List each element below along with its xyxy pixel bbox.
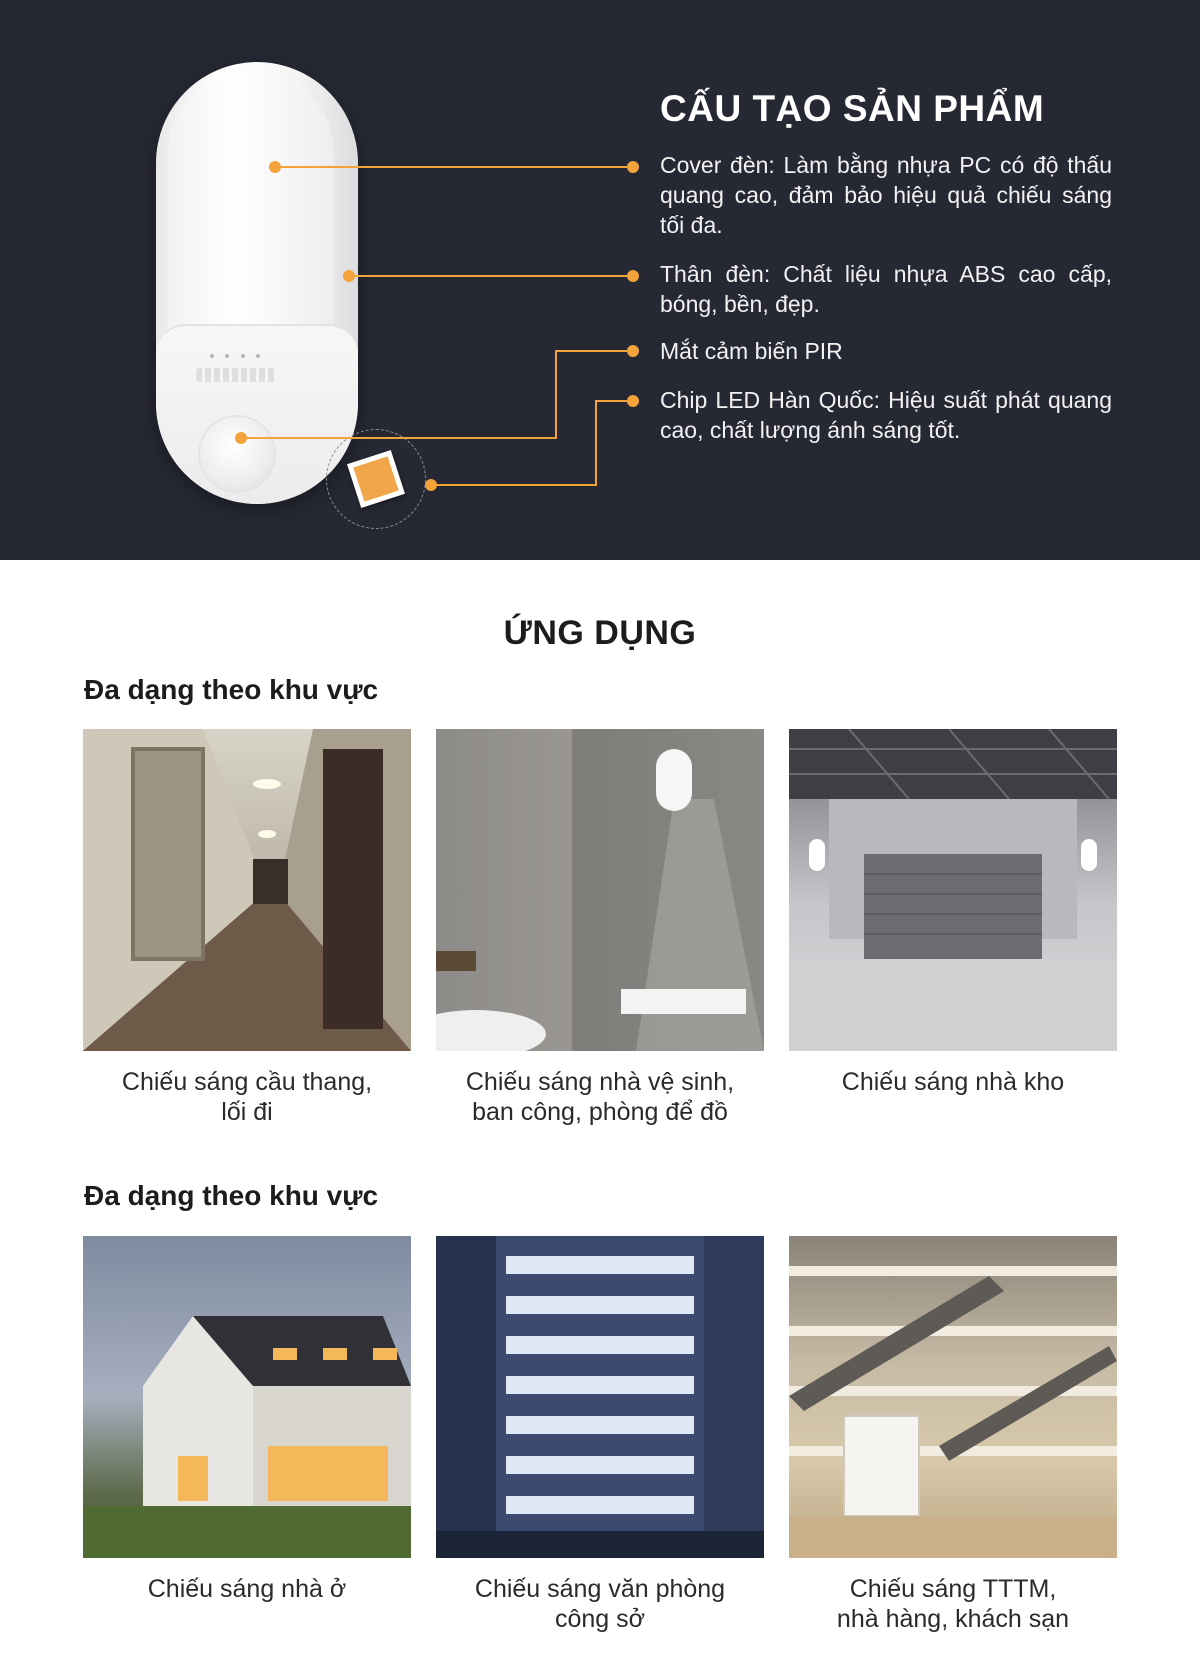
bathroom-photo bbox=[436, 729, 764, 1051]
caption-mall: Chiếu sáng TTTM, nhà hàng, khách sạn bbox=[836, 1575, 1070, 1633]
spec-body: Thân đèn: Chất liệu nhựa ABS cao cấp, bóng, bền, đẹp. bbox=[660, 261, 1112, 317]
callout-dot-chip-end bbox=[627, 395, 639, 407]
caption-warehouse: Chiếu sáng nhà kho bbox=[841, 1068, 1065, 1096]
spec-led-chip: Chip LED Hàn Quốc: Hiệu suất phát quang cao, chất lượng ánh sáng tốt. bbox=[660, 387, 1112, 443]
spec-pir-sensor: Mắt cảm biến PIR bbox=[660, 338, 843, 364]
callout-line-sensor bbox=[241, 351, 633, 438]
callout-dot-body-end bbox=[627, 270, 639, 282]
house-photo bbox=[83, 1236, 411, 1558]
callout-dot-chip-start bbox=[425, 479, 437, 491]
mall-photo bbox=[789, 1236, 1117, 1558]
callout-line-chip bbox=[431, 401, 633, 485]
group-title-2: Đa dạng theo khu vực bbox=[84, 1180, 379, 1211]
caption-bathroom: Chiếu sáng nhà vệ sinh, ban công, phòng để đồ bbox=[465, 1068, 735, 1126]
callout-dot-sensor-end bbox=[627, 345, 639, 357]
spec-cover: Cover đèn: Làm bằng nhựa PC có độ thấu quang cao, đảm bảo hiệu quả chiếu sáng tối đa. bbox=[660, 152, 1112, 238]
callout-dot-sensor-start bbox=[235, 432, 247, 444]
corridor-photo bbox=[83, 729, 411, 1051]
group-title-1: Đa dạng theo khu vực bbox=[84, 674, 379, 705]
applications-title: ỨNG DỤNG bbox=[503, 614, 697, 652]
warehouse-photo bbox=[789, 729, 1117, 1051]
product-structure-section bbox=[0, 0, 1200, 560]
structure-title: CẤU TẠO SẢN PHẨM bbox=[660, 88, 1045, 129]
office-photo bbox=[436, 1236, 764, 1558]
caption-home: Chiếu sáng nhà ở bbox=[147, 1575, 347, 1603]
caption-stairs: Chiếu sáng cầu thang, lối đi bbox=[121, 1068, 373, 1126]
callout-dot-body-start bbox=[343, 270, 355, 282]
callout-dot-cover-end bbox=[627, 161, 639, 173]
callout-dot-cover-start bbox=[269, 161, 281, 173]
caption-office: Chiếu sáng văn phòng công sở bbox=[474, 1575, 726, 1633]
